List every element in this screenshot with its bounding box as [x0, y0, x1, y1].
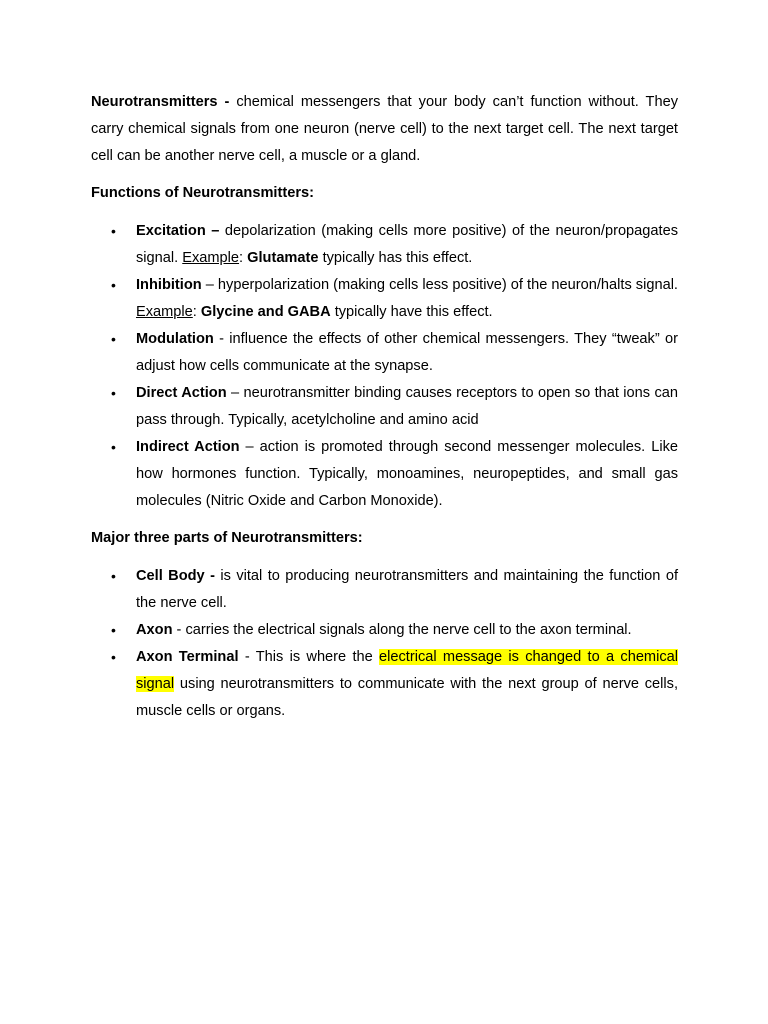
direct-action-text: – neurotransmitter binding causes receptors to open so that ions can pass through. Typically, acetylcholine and amino acid — [136, 385, 678, 428]
indirect-action-term: Indirect Action — [136, 439, 240, 455]
inhibition-text: – hyperpolarization (making cells less positive) of the neuron/halts signal. — [201, 277, 678, 293]
list-item-axon-terminal — [91, 644, 678, 725]
inhibition-colon: : — [192, 304, 201, 320]
intro-term: Neurotransmitters - — [91, 94, 230, 110]
bullet-icon: • — [111, 385, 116, 401]
excitation-tail: typically has this effect. — [318, 250, 473, 266]
indirect-action-text: – action is promoted through second messenger molecules. Like how hormones function. Typically, monoamines, neuropeptides, and small gas molecules (Nitric Oxide and Carbon Monoxide). — [136, 439, 678, 509]
functions-list — [91, 218, 678, 515]
inhibition-term: Inhibition — [136, 277, 202, 293]
axon-term: Axon — [136, 622, 173, 638]
inhibition-example-label: Example — [136, 304, 193, 320]
inhibition-example: Glycine and GABA — [200, 304, 331, 320]
modulation-text: - influence the effects of other chemical messengers. They “tweak” or adjust how cells communicate at the synapse. — [136, 331, 678, 374]
bullet-icon: • — [111, 331, 116, 347]
excitation-example: Glutamate — [247, 250, 319, 266]
document-page — [91, 89, 678, 735]
inhibition-tail: typically have this effect. — [330, 304, 493, 320]
cell-body-text: is vital to producing neurotransmitters and maintaining the function of the nerve cell. — [136, 568, 678, 611]
intro-text: chemical messengers that your body can’t function without. They carry chemical signals from one neuron (nerve cell) to the next target cell. The next target cell can be another nerve cell, a muscle or a gland. — [91, 94, 678, 164]
parts-heading: Major three parts of Neurotransmitters: — [91, 530, 363, 546]
bullet-icon: • — [111, 622, 116, 638]
list-item-inhibition — [91, 272, 678, 326]
list-item-axon — [91, 617, 678, 644]
highlighted-text: electrical message is changed to a chemical signal — [136, 649, 678, 692]
axon-terminal-tail: using neurotransmitters to communicate with the next group of nerve cells, muscle cells or organs. — [136, 676, 678, 719]
list-item-direct-action — [91, 380, 678, 434]
bullet-icon: • — [111, 223, 116, 239]
axon-terminal-term: Axon Terminal — [136, 649, 239, 665]
list-item-modulation — [91, 326, 678, 380]
parts-list — [91, 563, 678, 725]
axon-text: - carries the electrical signals along the nerve cell to the axon terminal. — [172, 622, 632, 638]
list-item-excitation — [91, 218, 678, 272]
direct-action-term: Direct Action — [136, 385, 227, 401]
bullet-icon: • — [111, 277, 116, 293]
excitation-example-label: Example — [182, 250, 240, 266]
functions-heading: Functions of Neurotransmitters: — [91, 185, 314, 201]
list-item-cell-body — [91, 563, 678, 617]
cell-body-term: Cell Body - — [136, 568, 215, 584]
intro-paragraph — [91, 89, 678, 170]
excitation-colon: : — [239, 250, 248, 266]
bullet-icon: • — [111, 568, 116, 584]
excitation-text: depolarization (making cells more positive) of the neuron/propagates signal. — [136, 223, 678, 266]
modulation-term: Modulation — [136, 331, 214, 347]
list-item-indirect-action — [91, 434, 678, 515]
bullet-icon: • — [111, 439, 116, 455]
bullet-icon: • — [111, 649, 116, 665]
excitation-term: Excitation – — [136, 223, 220, 239]
axon-terminal-text: - This is where the — [238, 649, 380, 665]
